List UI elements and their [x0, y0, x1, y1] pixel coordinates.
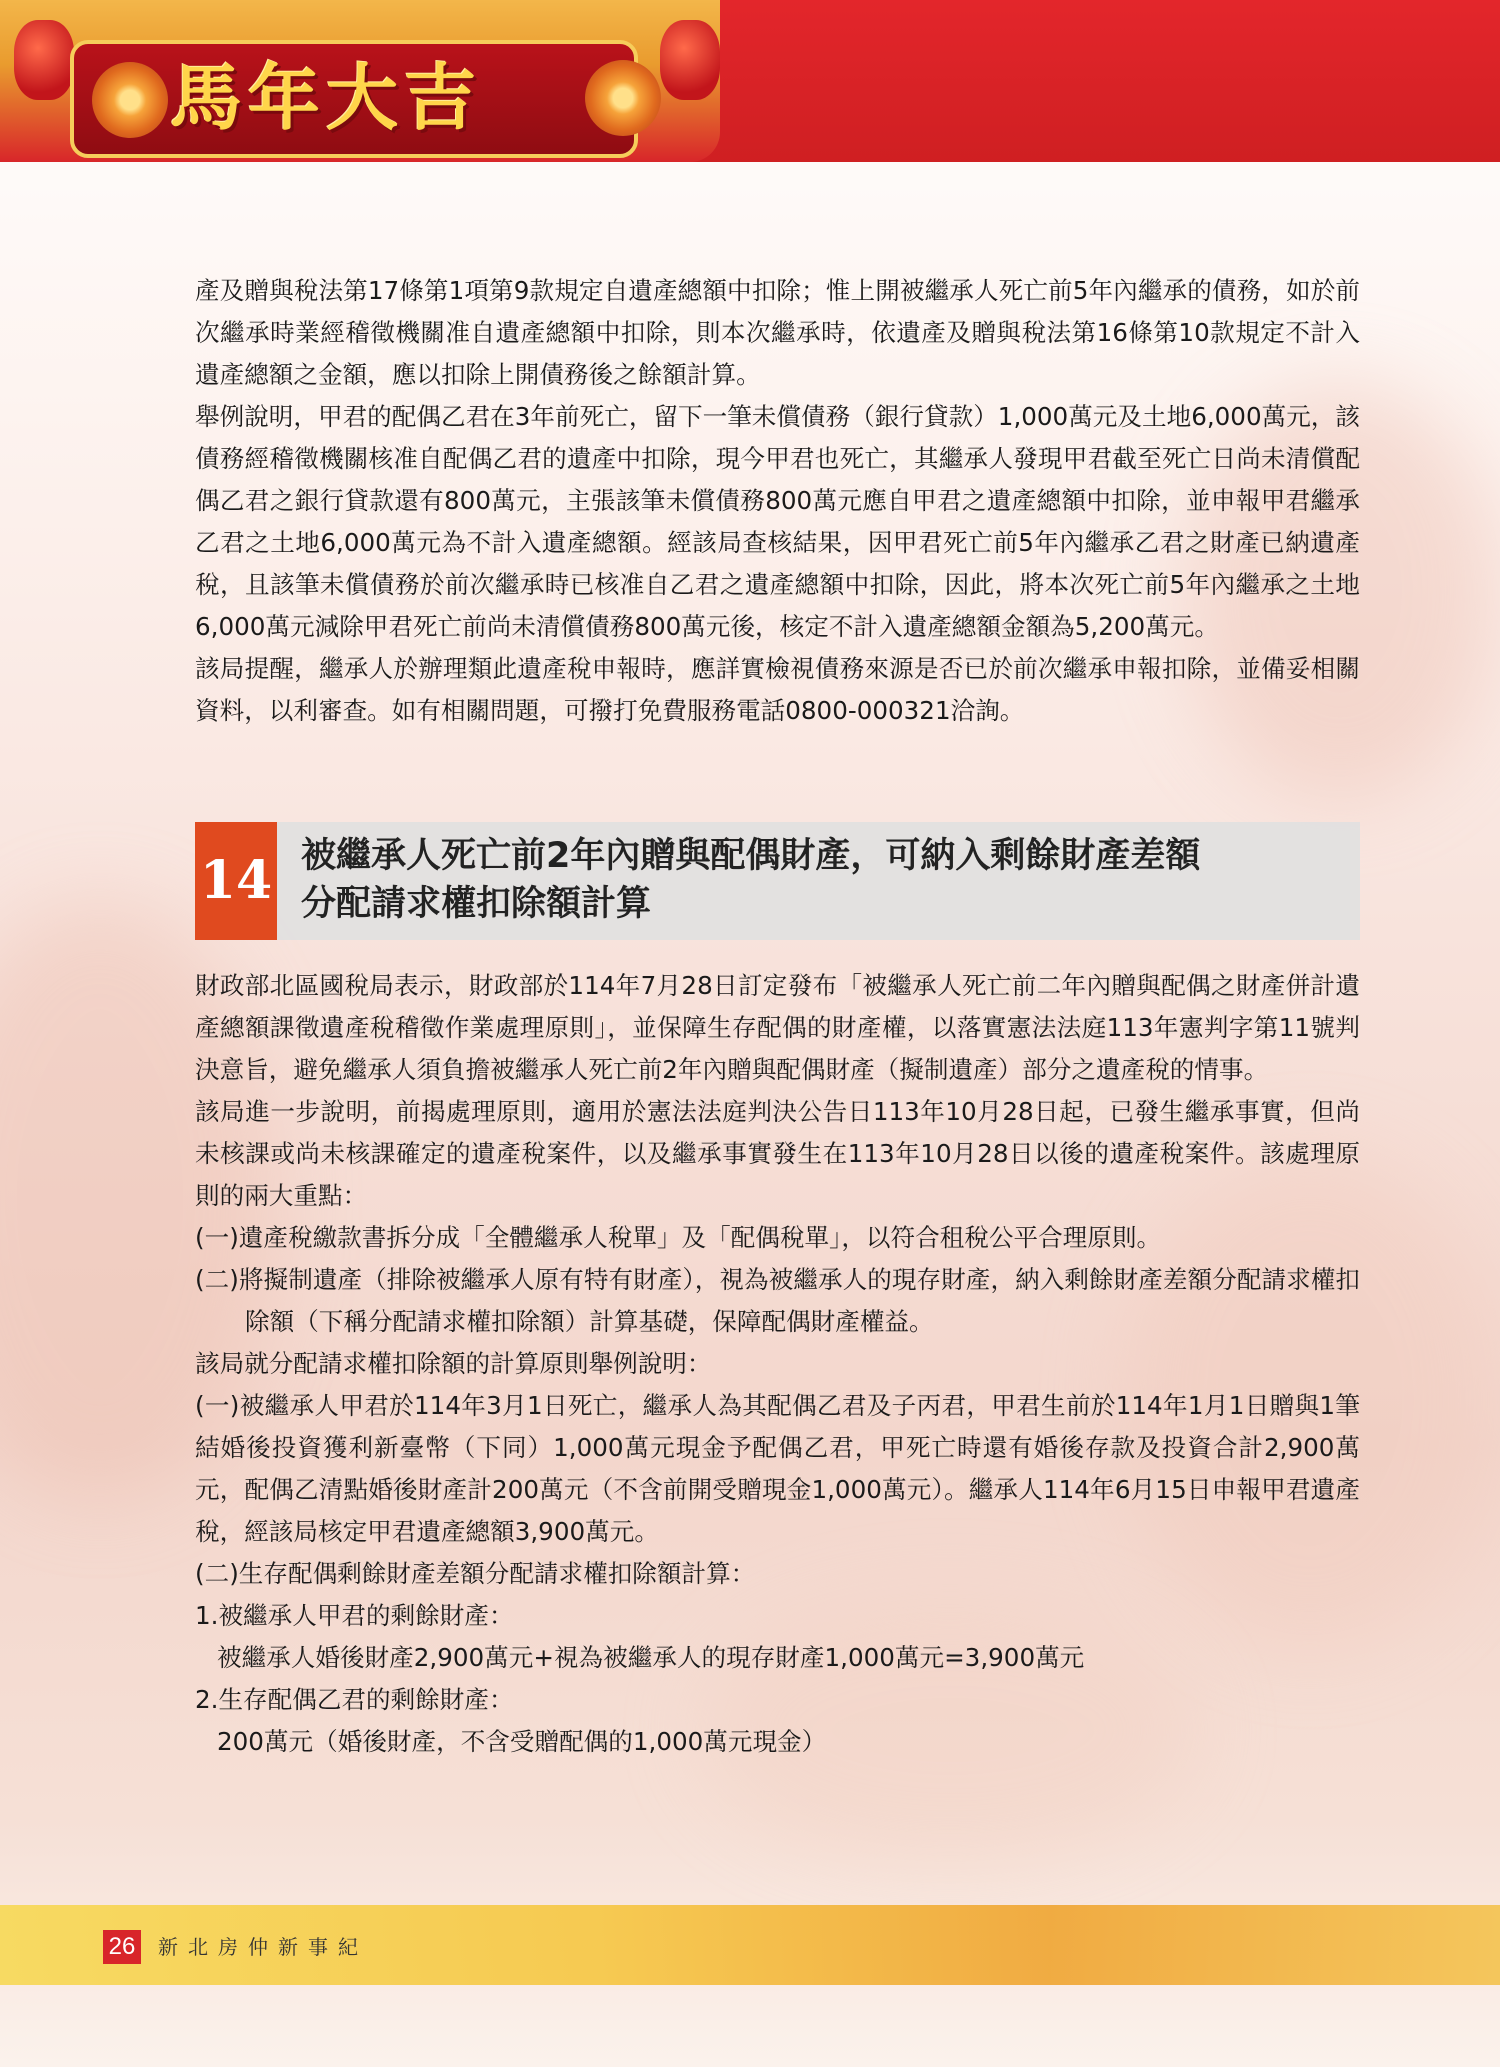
example-item: (二)生存配偶剩餘財產差額分配請求權扣除額計算： [195, 1559, 756, 1588]
section-number: 14 [195, 822, 277, 940]
page-number: 26 [103, 1930, 141, 1964]
banner-artwork [0, 0, 720, 162]
lantern-icon [14, 20, 74, 100]
paragraph: 產及贈與稅法第17條第1項第9款規定自遺產總額中扣除；惟上開被繼承人死亡前5年內繼承的債務，如於前次繼承時業經稽徵機關准自遺產總額中扣除，則本次繼承時，依遺產及贈與稅法第16條第10款規定不計入遺產總額之金額，應以扣除上開債務後之餘額計算。 [195, 276, 1360, 389]
section-title [301, 832, 1341, 928]
peony-icon [585, 60, 661, 136]
peony-icon [92, 62, 168, 138]
calc-value: 200萬元（婚後財產，不含受贈配偶的1,000萬元現金） [217, 1727, 827, 1756]
paragraph: 舉例說明，甲君的配偶乙君在3年前死亡，留下一筆未償債務（銀行貸款）1,000萬元及土地6,000萬元，該債務經稽徵機關核准自配偶乙君的遺產中扣除，現今甲君也死亡，其繼承人發現甲君截至死亡日尚未清償配偶乙君之銀行貸款還有800萬元，主張該筆未償債務800萬元應自甲君之遺產總額中扣除，並申報甲君繼承乙君之土地6,000萬元為不計入遺產總額。經該局查核結果，因甲君死亡前5年內繼承乙君之財產已納遺產稅，且該筆未償債務於前次繼承時已核准自乙君之遺產總額中扣除，因此，將本次死亡前5年內繼承之土地6,000萬元減除甲君死亡前尚未清償債務800萬元後，核定不計入遺產總額金額為5,200萬元。 [195, 402, 1360, 641]
section-title-line: 分配請求權扣除額計算 [301, 884, 652, 924]
lantern-icon [660, 20, 720, 100]
list-item: (一)遺產稅繳款書拆分成「全體繼承人稅單」及「配偶稅單」，以符合租稅公平合理原則。 [195, 1223, 1162, 1252]
article-body [195, 965, 1360, 1763]
calc-value: 被繼承人婚後財產2,900萬元+視為被繼承人的現存財產1,000萬元=3,900萬元 [217, 1643, 1085, 1672]
calc-label: 1.被繼承人甲君的剩餘財產： [195, 1601, 514, 1630]
paragraph: 財政部北區國稅局表示，財政部於114年7月28日訂定發布「被繼承人死亡前二年內贈與配偶之財產併計遺產總額課徵遺產稅稽徵作業處理原則」，並保障生存配偶的財產權，以落實憲法法庭113年憲判字第11號判決意旨，避免繼承人須負擔被繼承人死亡前2年內贈與配偶財產（擬制遺產）部分之遺產稅的情事。 [195, 971, 1360, 1084]
magazine-name: 新北房仲新事紀 [158, 1935, 368, 1959]
top-banner [0, 0, 1500, 162]
paragraph: 該局提醒，繼承人於辦理類此遺產稅申報時，應詳實檢視債務來源是否已於前次繼承申報扣除，並備妥相關資料，以利審查。如有相關問題，可撥打免費服務電話0800-000321洽詢。 [195, 654, 1360, 725]
paragraph: 該局就分配請求權扣除額的計算原則舉例說明： [195, 1349, 712, 1378]
example-item: (一)被繼承人甲君於114年3月1日死亡，繼承人為其配偶乙君及子丙君，甲君生前於114年1月1日贈與1筆結婚後投資獲利新臺幣（下同）1,000萬元現金予配偶乙君，甲死亡時還有婚後存款及投資合計2,900萬元，配偶乙清點婚後財產計200萬元（不含前開受贈現金1,000萬元）。繼承人114年6月15日申報甲君遺產稅，經該局核定甲君遺產總額3,900萬元。 [195, 1391, 1360, 1546]
section-heading [195, 822, 1360, 940]
list-item: (二)將擬制遺產（排除被繼承人原有特有財產），視為被繼承人的現存財產，納入剩餘財產差額分配請求權扣除額（下稱分配請求權扣除額）計算基礎，保障配偶財產權益。 [195, 1265, 1360, 1336]
calc-label: 2.生存配偶乙君的剩餘財產： [195, 1685, 514, 1714]
section-title-line: 被繼承人死亡前2年內贈與配偶財產，可納入剩餘財產差額 [301, 836, 1201, 876]
banner-title: 馬年大吉 [170, 55, 483, 140]
paragraph: 該局進一步說明，前揭處理原則，適用於憲法法庭判決公告日113年10月28日起，已發生繼承事實，但尚未核課或尚未核課確定的遺產稅案件，以及繼承事實發生在113年10月28日以後的遺產稅案件。該處理原則的兩大重點： [195, 1097, 1360, 1210]
article-continued [195, 270, 1360, 732]
